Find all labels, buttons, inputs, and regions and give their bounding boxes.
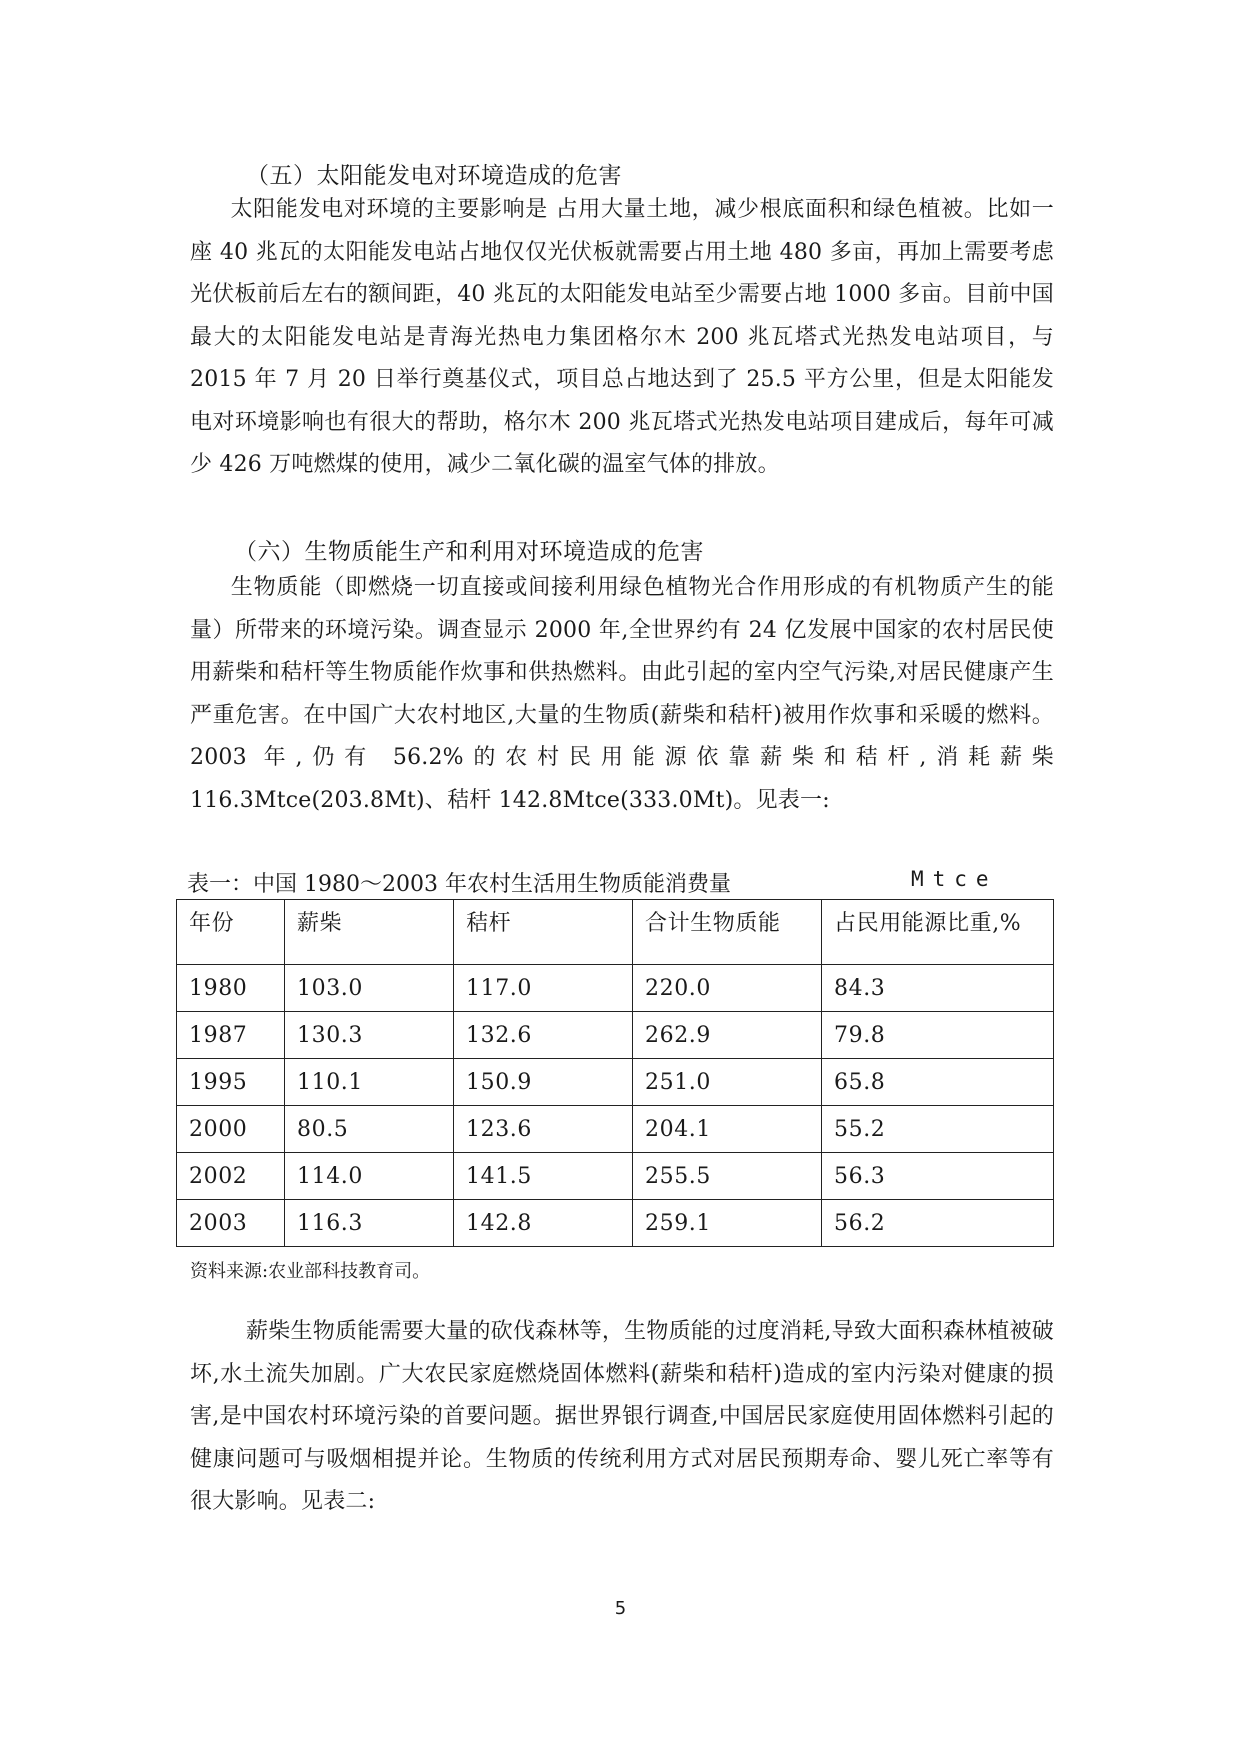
- table-1-title: 表一：中国 1980～2003 年农村生活用生物质能消费量: [187, 872, 731, 897]
- cell-straw: 142.8: [454, 1200, 633, 1247]
- cell-year: 1980: [177, 965, 285, 1012]
- header-year: 年份: [177, 900, 285, 965]
- table-row: [177, 1200, 1054, 1247]
- closing-paragraph: [190, 1311, 1054, 1524]
- table-row: [177, 965, 1054, 1012]
- cell-straw: 141.5: [454, 1153, 633, 1200]
- cell-total: 255.5: [633, 1153, 822, 1200]
- cell-year: 1995: [177, 1059, 285, 1106]
- section-5-paragraph: [190, 189, 1054, 487]
- cell-year: 1987: [177, 1012, 285, 1059]
- cell-total: 220.0: [633, 965, 822, 1012]
- section-6-heading: （六）生物质能生产和利用对环境造成的危害: [234, 539, 704, 565]
- table-1: [176, 899, 1054, 1247]
- table-1-unit: Mtce: [911, 867, 998, 891]
- cell-straw: 123.6: [454, 1106, 633, 1153]
- closing-paragraph-text: 薪柴生物质能需要大量的砍伐森林等，生物质能的过度消耗,导致大面积森林植被破坏,水土流失加剧。广大农民家庭燃烧固体燃料(薪柴和秸杆)造成的室内污染对健康的损害,是中国农村环境污染的首要问题。据世界银行调查,中国居民家庭使用固体燃料引起的健康问题可与吸烟相提并论。生物质的传统利用方式对居民预期寿命、婴儿死亡率等有很大影响。见表二:: [190, 1319, 1054, 1514]
- cell-straw: 150.9: [454, 1059, 633, 1106]
- section-5-heading: （五）太阳能发电对环境造成的危害: [246, 163, 622, 189]
- cell-firewood: 103.0: [285, 965, 454, 1012]
- cell-total: 251.0: [633, 1059, 822, 1106]
- cell-total: 262.9: [633, 1012, 822, 1059]
- table-row: [177, 1153, 1054, 1200]
- header-total-biomass: 合计生物质能: [633, 900, 822, 965]
- cell-share: 55.2: [822, 1106, 1054, 1153]
- section-6-paragraph: [190, 567, 1054, 822]
- cell-share: 65.8: [822, 1059, 1054, 1106]
- cell-total: 259.1: [633, 1200, 822, 1247]
- cell-firewood: 114.0: [285, 1153, 454, 1200]
- cell-firewood: 116.3: [285, 1200, 454, 1247]
- cell-straw: 117.0: [454, 965, 633, 1012]
- cell-share: 56.2: [822, 1200, 1054, 1247]
- cell-year: 2000: [177, 1106, 285, 1153]
- cell-firewood: 80.5: [285, 1106, 454, 1153]
- table-row: [177, 1106, 1054, 1153]
- table-row: [177, 1012, 1054, 1059]
- cell-year: 2002: [177, 1153, 285, 1200]
- cell-year: 2003: [177, 1200, 285, 1247]
- header-firewood: 薪柴: [285, 900, 454, 965]
- header-straw: 秸杆: [454, 900, 633, 965]
- header-share: 占民用能源比重,%: [822, 900, 1054, 965]
- table-1-source: 资料来源:农业部科技教育司。: [190, 1261, 431, 1282]
- table-1-caption: [187, 867, 1067, 898]
- cell-total: 204.1: [633, 1106, 822, 1153]
- cell-share: 84.3: [822, 965, 1054, 1012]
- page-number: 5: [614, 1598, 627, 1619]
- table-header-row: [177, 900, 1054, 965]
- cell-share: 56.3: [822, 1153, 1054, 1200]
- cell-firewood: 130.3: [285, 1012, 454, 1059]
- cell-firewood: 110.1: [285, 1059, 454, 1106]
- section-6-paragraph-text: 生物质能（即燃烧一切直接或间接利用绿色植物光合作用形成的有机物质产生的能量）所带来的环境污染。调查显示 2000 年,全世界约有 24 亿发展中国家的农村居民使用薪柴和秸杆等生物质能作炊事和供热燃料。由此引起的室内空气污染,对居民健康产生严重危害。在中国广大农村地区,大量的生物质(薪柴和秸杆)被用作炊事和采暖的燃料。2003 年,仍有 56.2%的农村民用能源依靠薪柴和秸杆,消耗薪柴 116.3Mtce(203.8Mt)、秸杆 142.8Mtce(333.0Mt)。见表一:: [190, 575, 1054, 813]
- section-5-paragraph-text: 太阳能发电对环境的主要影响是 占用大量土地，减少根底面积和绿色植被。比如一座 40 兆瓦的太阳能发电站占地仅仅光伏板就需要占用土地 480 多亩，再加上需要考虑光伏板前后左右的额间距，40 兆瓦的太阳能发电站至少需要占地 1000 多亩。目前中国最大的太阳能发电站是青海光热电力集团格尔木 200 兆瓦塔式光热发电站项目，与 2015 年 7 月 20 日举行奠基仪式，项目总占地达到了 25.5 平方公里，但是太阳能发电对环境影响也有很大的帮助，格尔木 200 兆瓦塔式光热发电站项目建成后，每年可减少 426 万吨燃煤的使用，减少二氧化碳的温室气体的排放。: [190, 197, 1054, 477]
- cell-straw: 132.6: [454, 1012, 633, 1059]
- table-row: [177, 1059, 1054, 1106]
- cell-share: 79.8: [822, 1012, 1054, 1059]
